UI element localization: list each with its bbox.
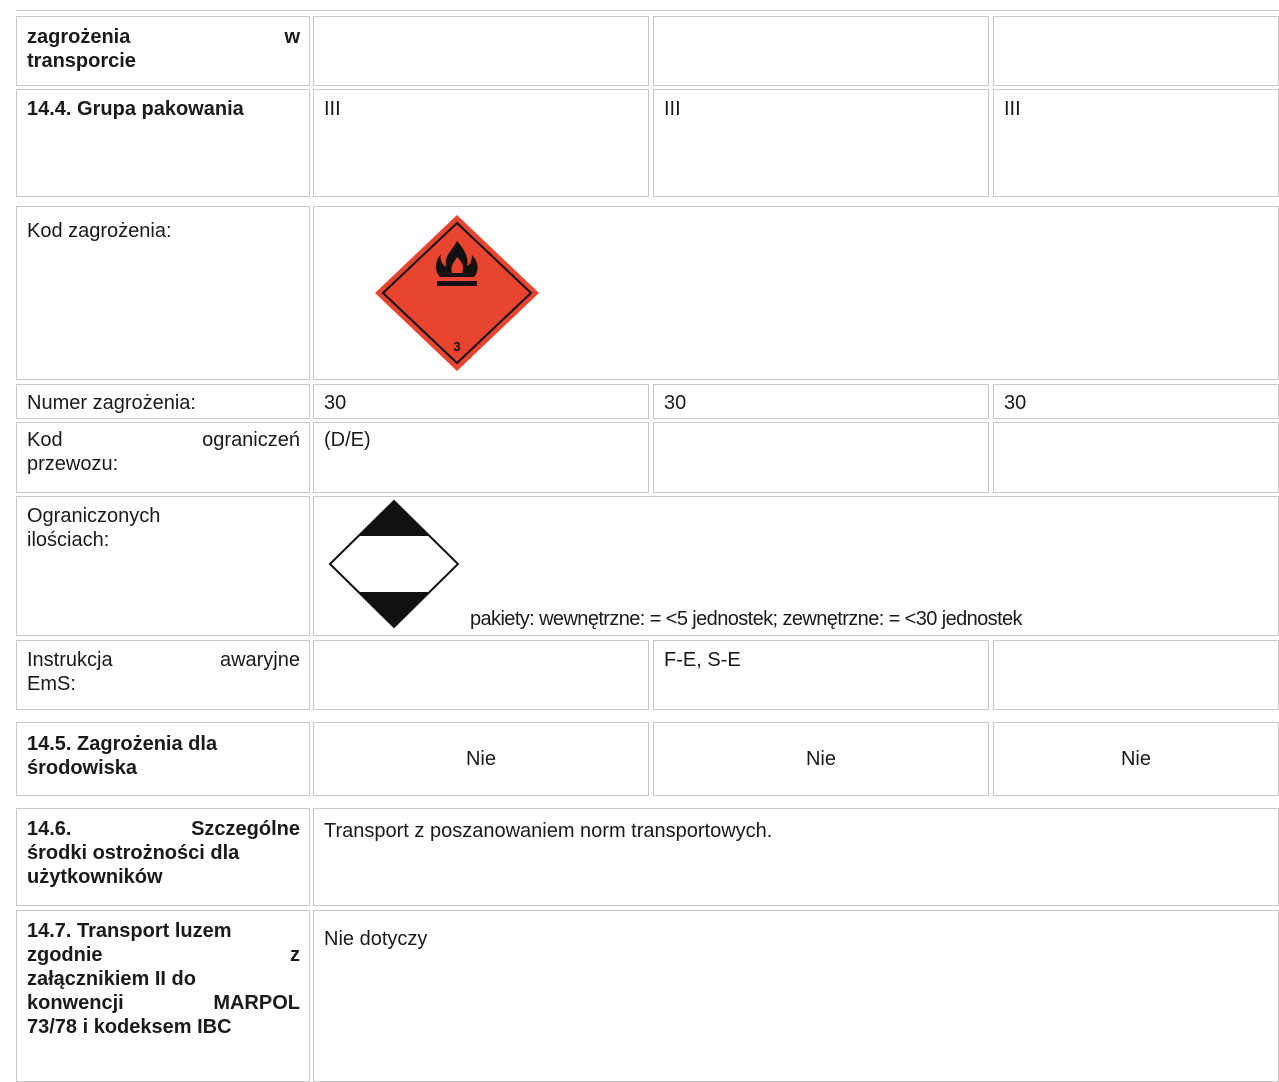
label-bulk-transport: 14.7. Transport luzem zgodnie z załącznikiem II do konwencji MARPOL 73/78 i kodeksem IBC [16, 910, 310, 1082]
hazard-class-value-2 [653, 16, 989, 86]
label-hazard-number: Numer zagrożenia: [16, 384, 310, 419]
hazard-code-value [313, 206, 1279, 380]
tunnel-code-value-2 [653, 422, 989, 493]
ems-value-2: F-E, S-E [653, 640, 989, 710]
ems-value-1 [313, 640, 649, 710]
label-ems: Instrukcja awaryjne EmS: [16, 640, 310, 710]
hazard-number-value-1: 30 [313, 384, 649, 419]
tunnel-code-value-3 [993, 422, 1279, 493]
hazard-class-value-1 [313, 16, 649, 86]
packing-group-value-3: III [993, 89, 1279, 197]
label-hazard-code: Kod zagrożenia: [16, 206, 310, 380]
hazard-class-value-3 [993, 16, 1279, 86]
label-tunnel-code: Kod ograniczeń przewozu: [16, 422, 310, 493]
hazard-number-value-2: 30 [653, 384, 989, 419]
limited-quantity-icon [328, 499, 460, 629]
table-top-rule [16, 10, 1279, 11]
label-environment: 14.5. Zagrożenia dla środowiska [16, 722, 310, 796]
label-packing-group: 14.4. Grupa pakowania [16, 89, 310, 197]
ems-value-3 [993, 640, 1279, 710]
environment-value-1: Nie [313, 722, 649, 796]
precautions-value: Transport z poszanowaniem norm transportowych. [313, 808, 1279, 906]
class-number: 3 [453, 339, 461, 354]
label-precautions: 14.6. Szczególne środki ostrożności dla użytkowników [16, 808, 310, 906]
bulk-transport-value: Nie dotyczy [313, 910, 1279, 1082]
packing-group-value-2: III [653, 89, 989, 197]
hazard-number-value-3: 30 [993, 384, 1279, 419]
limited-quantity-value [313, 496, 1279, 636]
packing-group-value-1: III [313, 89, 649, 197]
tunnel-code-value-1: (D/E) [313, 422, 649, 493]
limited-quantity-note: pakiety: wewnętrzne: = <5 jednostek; zewnętrzne: = <30 jednostek [470, 608, 1022, 630]
environment-value-2: Nie [653, 722, 989, 796]
label-hazard-class: zagrożenia w transporcie [16, 16, 310, 86]
label-limited-quantity: Ograniczonych ilościach: [16, 496, 310, 636]
flammable-liquid-icon [374, 215, 540, 373]
environment-value-3: Nie [993, 722, 1279, 796]
